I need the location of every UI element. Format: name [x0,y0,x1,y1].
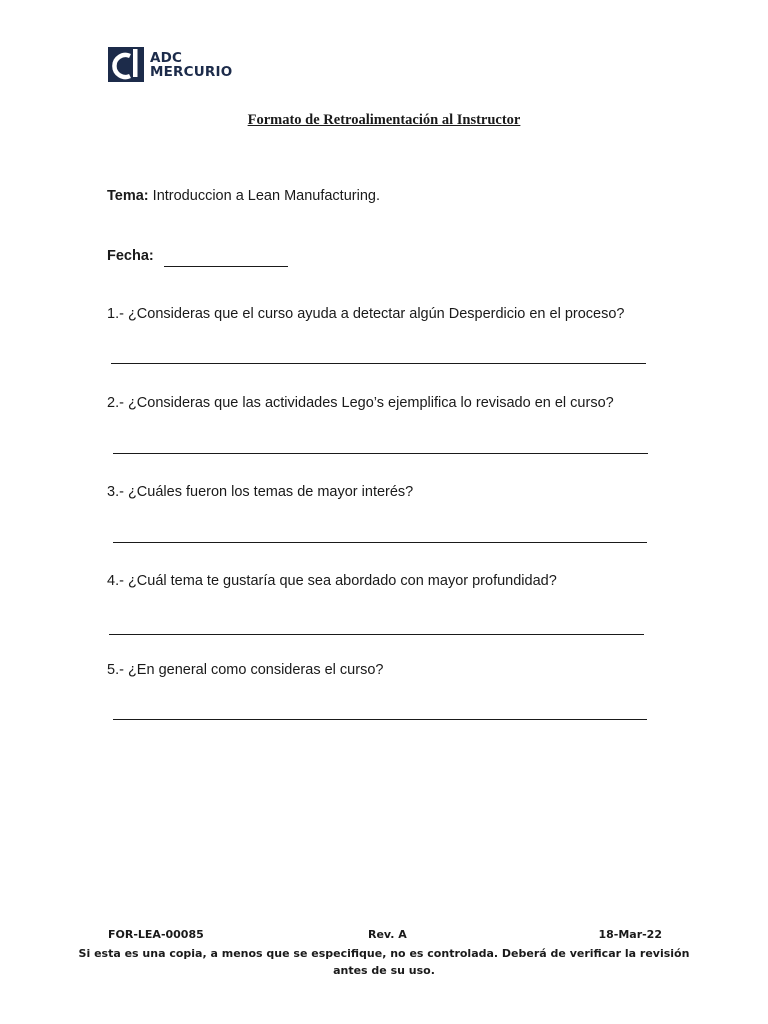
tema-label: Tema: [107,188,149,204]
adc-mercurio-logo-icon [108,47,144,82]
answer-line-2[interactable] [113,453,648,454]
question-1: 1.- ¿Consideras que el curso ayuda a detectar algún Desperdicio en el proceso? [107,306,625,322]
answer-line-5[interactable] [113,719,647,720]
question-2: 2.- ¿Consideras que las actividades Lego’s ejemplifica lo revisado en el curso? [107,395,614,411]
company-logo [108,47,248,83]
footer-note-line-2: antes de su uso. [333,964,435,977]
logo-wordmark [150,51,232,79]
question-3: 3.- ¿Cuáles fueron los temas de mayor interés? [107,484,414,500]
question-4: 4.- ¿Cuál tema te gustaría que sea abordado con mayor profundidad? [107,573,557,589]
tema-row [107,188,380,204]
footer-note-line-1: Si esta es una copia, a menos que se especifique, no es controlada. Deberá de verificar la revisión [78,947,690,960]
footer-note [0,945,768,979]
answer-line-1[interactable] [111,363,646,364]
document-title: Formato de Retroalimentación al Instructor [247,112,521,128]
fecha-label: Fecha: [107,248,154,264]
question-5: 5.- ¿En general como consideras el curso? [107,662,384,678]
footer-revision: Rev. A [368,928,407,941]
footer-date: 18-Mar-22 [598,928,662,941]
logo-line-1: ADC [150,50,183,66]
answer-line-4[interactable] [109,634,644,635]
logo-line-2: MERCURIO [150,64,233,80]
tema-value: Introduccion a Lean Manufacturing. [152,188,380,204]
fecha-input-line[interactable] [164,266,288,267]
answer-line-3[interactable] [113,542,647,543]
footer-document-code: FOR-LEA-00085 [108,928,204,941]
